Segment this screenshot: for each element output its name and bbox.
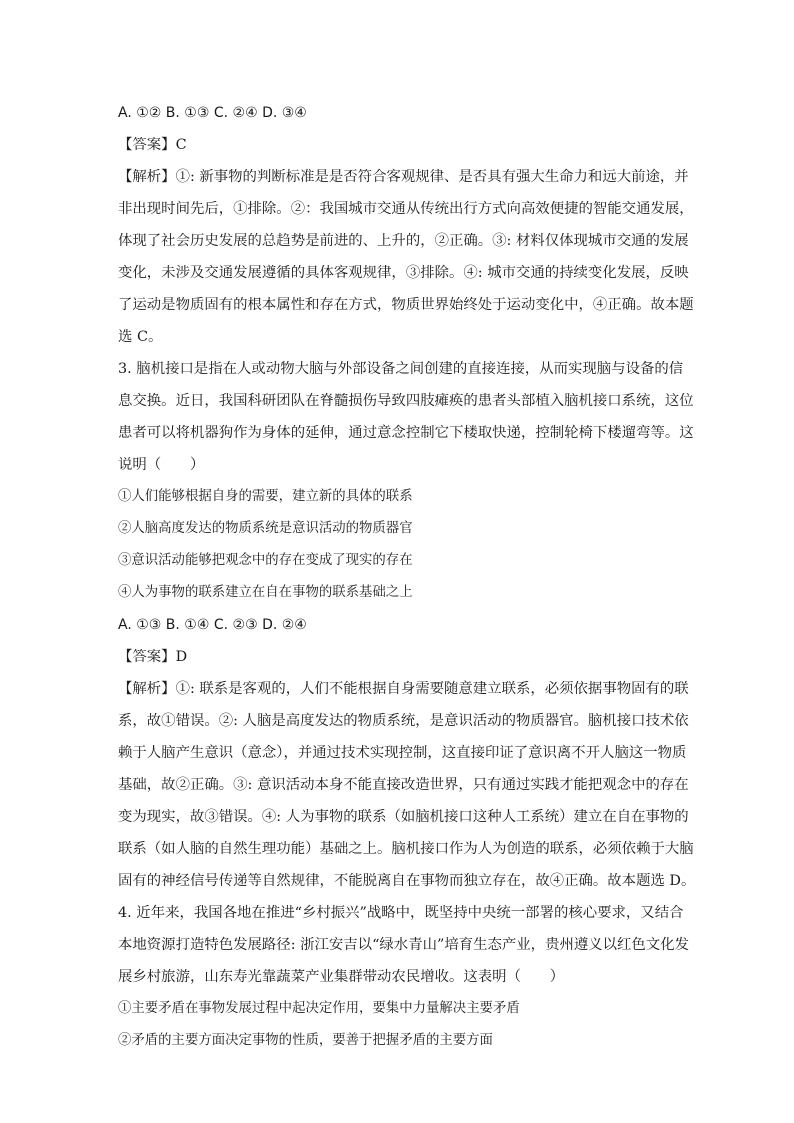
- q3-stem-line: 说明（ ）: [118, 457, 205, 473]
- q3-analysis-line: 固有的神经信号传递等自然规律，不能脱离自在事物而独立存在，故④正确。故本题选 D。: [118, 873, 696, 889]
- q3-option: ①人们能够根据自身的需要，建立新的具体的联系: [118, 489, 413, 504]
- q3-analysis-line: 【解析】①: 联系是客观的，人们不能根据自身需要随意建立联系，必须依据事物固有的联: [118, 681, 689, 697]
- q3-analysis-line: 变为现实，故③错误。④: 人为事物的联系（如脑机接口这种人工系统）建立在自在事物的: [118, 809, 689, 825]
- q2-analysis-line: 【解析】①: 新事物的判断标准是是否符合客观规律、是否具有强大生命力和远大前途，并: [118, 169, 689, 185]
- q4-stem-line: 本地资源打造特色发展路径: 浙江安吉以“绿水青山”培育生态产业，贵州遵义以红色文化发: [118, 937, 689, 953]
- q2-analysis-line: 选 C。: [118, 329, 163, 345]
- q2-analysis-line: 非出现时间先后，①排除。②：我国城市交通从传统出行方式向高效便捷的智能交通发展，: [118, 201, 694, 217]
- q4-stem-line: 4. 近年来，我国各地在推进“乡村振兴”战略中，既坚持中央统一部署的核心要求，又结合: [118, 905, 684, 921]
- q3-stem-line: 息交换。近日，我国科研团队在脊髓损伤导致四肢瘫痪的患者头部植入脑机接口系统，这位: [118, 393, 694, 409]
- q3-option: ④人为事物的联系建立在自在事物的联系基础之上: [118, 585, 413, 600]
- q2-analysis-line: 变化，未涉及交通发展遵循的具体客观规律，③排除。④: 城市交通的持续变化发展，反映: [118, 265, 689, 281]
- q2-analysis: [118, 161, 694, 353]
- q3-stem-line: 患者可以将机器狗作为身体的延伸，通过意念控制它下楼取快递，控制轮椅下楼遛弯等。这: [118, 425, 694, 441]
- q3-analysis: [118, 673, 696, 897]
- q3-analysis-line: 赖于人脑产生意识（意念），并通过技术实现控制，这直接印证了意识离不开人脑这一物质: [118, 745, 687, 761]
- q3-option: ②人脑高度发达的物质系统是意识活动的物质器官: [118, 521, 413, 536]
- q3-options: [118, 481, 678, 609]
- q2-analysis-line: 了运动是物质固有的根本属性和存在方式，物质世界始终处于运动变化中，④正确。故本题: [118, 297, 694, 313]
- q2-answer: 【答案】C: [118, 137, 187, 153]
- q3-analysis-line: 系，故①错误。②: 人脑是高度发达的物质系统，是意识活动的物质器官。脑机接口技术依: [118, 713, 689, 729]
- q3-analysis-line: 联系（如人脑的自然生理功能）基础之上。脑机接口作为人为创造的联系，必须依赖于大脑: [118, 841, 694, 857]
- q4-option: ②矛盾的主要方面决定事物的性质，要善于把握矛盾的主要方面: [118, 1033, 493, 1048]
- q2-choices: A. ①② B. ①③ C. ②④ D. ③④: [118, 105, 307, 121]
- q3-option: ③意识活动能够把观念中的存在变成了现实的存在: [118, 553, 413, 568]
- q3-choices: A. ①③ B. ①④ C. ②③ D. ②④: [118, 617, 307, 633]
- q4-stem: [118, 897, 689, 993]
- q3-stem-line: 3. 脑机接口是指在人或动物大脑与外部设备之间创建的直接连接，从而实现脑与设备的信: [118, 361, 684, 377]
- q2-analysis-line: 体现了社会历史发展的总趋势是前进的、上升的，②正确。③: 材料仅体现城市交通的发展: [118, 233, 689, 249]
- q3-answer: 【答案】D: [118, 649, 188, 665]
- q3-analysis-line: 基础，故②正确。③: 意识活动本身不能直接改造世界，只有通过实践才能把观念中的存在: [118, 777, 689, 793]
- q4-option: ①主要矛盾在事物发展过程中起决定作用，要集中力量解决主要矛盾: [118, 1001, 520, 1016]
- q4-stem-line: 展乡村旅游，山东寿光靠蔬菜产业集群带动农民增收。这表明（ ）: [118, 969, 565, 985]
- q3-stem: [118, 353, 694, 481]
- exam-page: [118, 97, 696, 1057]
- q4-options: [118, 993, 678, 1057]
